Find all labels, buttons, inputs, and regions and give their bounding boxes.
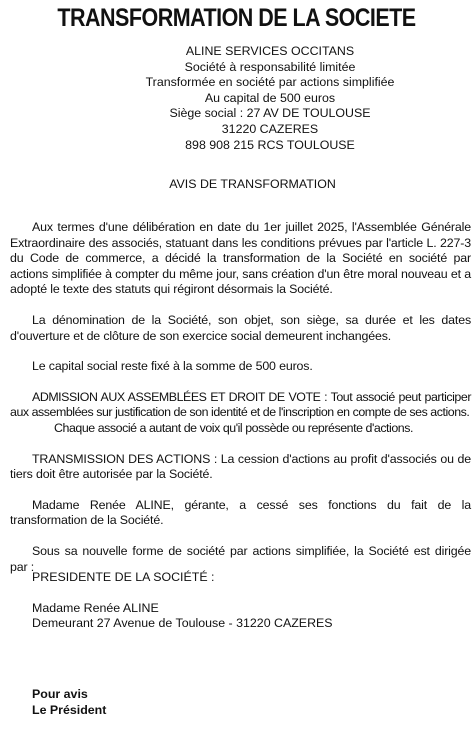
signature-line2: Le Président: [32, 702, 107, 717]
company-address-line2: 31220 CAZERES: [221, 121, 319, 136]
company-new-form: Transformée en société par actions simplifiée: [145, 75, 395, 90]
paragraph-capital: Le capital social reste fixé à la somme de 500 euros.: [32, 359, 313, 374]
company-rcs: 898 908 215 RCS TOULOUSE: [185, 137, 355, 152]
president-block: [32, 570, 452, 632]
company-former-form: Société à responsabilité limitée: [184, 59, 356, 74]
notice-title: TRANSFORMATION DE LA SOCIETE: [57, 4, 416, 32]
paragraph-gerante: Madame Renée ALINE, gérante, a cessé ses fonctions du fait de la transformation de la Société.: [10, 497, 471, 528]
paragraph-deliberation: Aux termes d'une délibération en date du 1er juillet 2025, l'Assemblée Générale Extraordinaire des associés, statuant dans les conditions prévues par l'article L. 227-3 du Code de commerce, a décidé la transformation de la Société en société par actions simplifiée à compter du même jour, sans création d'un être moral nouveau et a adopté le texte des statuts qui régiront désormais la Société.: [10, 220, 471, 297]
signature-block: [32, 687, 106, 718]
paragraph-transmission: TRANSMISSION DES ACTIONS : La cession d'actions au profit d'associés ou de tiers doit être autorisée par la Société.: [10, 451, 471, 482]
admission-text: ADMISSION AUX ASSEMBLÉES ET DROIT DE VOTE : Tout associé peut participer aux assemblées sur justification de son identité et de l'inscription en compte de ses actions.: [10, 389, 471, 420]
paragraph-direction: Sous sa nouvelle forme de société par actions simplifiée, la Société est dirigée par :: [10, 543, 471, 574]
paragraph-admission: [10, 390, 471, 437]
president-address: Demeurant 27 Avenue de Toulouse - 31220 CAZERES: [32, 616, 333, 631]
company-capital: Au capital de 500 euros: [204, 90, 336, 105]
notice-heading: AVIS DE TRANSFORMATION: [169, 177, 336, 191]
president-name: Madame Renée ALINE: [32, 600, 159, 615]
notice-body: [10, 220, 471, 575]
paragraph-unchanged: La dénomination de la Société, son objet, son siège, sa durée et les dates d'ouverture et de clôture de son exercice social demeurent inchangées.: [10, 312, 471, 343]
company-address-line1: Siège social : 27 AV DE TOULOUSE: [169, 106, 371, 121]
company-name: ALINE SERVICES OCCITANS: [185, 44, 355, 58]
signature-line1: Pour avis: [32, 687, 88, 701]
voting-rights-text: Chaque associé a autant de voix qu'il possède ou représente d'actions.: [54, 420, 413, 435]
spacer: [32, 586, 452, 601]
president-heading: PRESIDENTE DE LA SOCIÉTÉ :: [32, 570, 215, 584]
company-header: [100, 44, 440, 153]
